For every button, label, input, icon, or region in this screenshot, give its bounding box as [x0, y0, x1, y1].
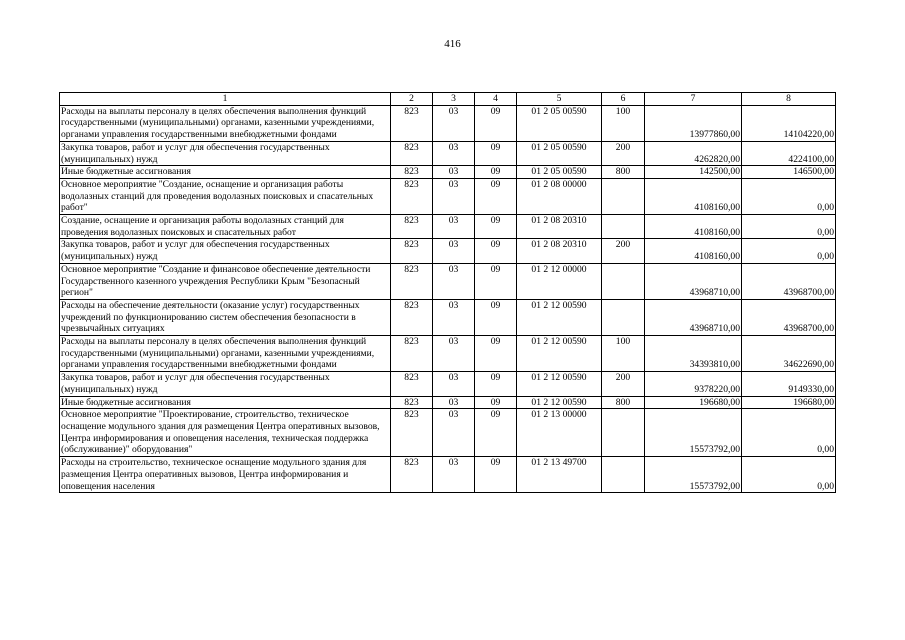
- row-code-subsection: 09: [475, 263, 517, 299]
- page-number: 416: [444, 38, 461, 50]
- row-code-section: 03: [433, 178, 475, 214]
- header-cell-3: 3: [433, 93, 475, 106]
- row-code-expense-type: [602, 409, 645, 457]
- row-code-section: 03: [433, 299, 475, 335]
- row-amount-year1: 142500,00: [645, 166, 742, 179]
- row-amount-year1: 9378220,00: [645, 372, 742, 396]
- table-row: [60, 409, 836, 457]
- row-code-section: 03: [433, 263, 475, 299]
- row-code-section: 03: [433, 141, 475, 165]
- row-code-target: 01 2 12 00000: [517, 263, 602, 299]
- table-row: [60, 141, 836, 165]
- row-name: Закупка товаров, работ и услуг для обеспечения государственных (муниципальных) нужд: [60, 141, 391, 165]
- row-code-admin: 823: [391, 372, 433, 396]
- row-amount-year2: 43968700,00: [742, 263, 836, 299]
- row-code-section: 03: [433, 105, 475, 141]
- row-code-expense-type: 800: [602, 166, 645, 179]
- row-code-section: 03: [433, 336, 475, 372]
- table-row: [60, 396, 836, 409]
- row-code-admin: 823: [391, 457, 433, 493]
- row-code-subsection: 09: [475, 299, 517, 335]
- table-row: [60, 166, 836, 179]
- row-code-section: 03: [433, 166, 475, 179]
- row-code-subsection: 09: [475, 215, 517, 239]
- header-cell-4: 4: [475, 93, 517, 106]
- row-code-expense-type: 200: [602, 239, 645, 263]
- header-cell-6: 6: [602, 93, 645, 106]
- row-code-expense-type: [602, 263, 645, 299]
- row-code-section: 03: [433, 457, 475, 493]
- row-code-section: 03: [433, 409, 475, 457]
- row-code-target: 01 2 12 00590: [517, 336, 602, 372]
- row-name: Закупка товаров, работ и услуг для обеспечения государственных (муниципальных) нужд: [60, 239, 391, 263]
- table-row: [60, 215, 836, 239]
- row-code-admin: 823: [391, 239, 433, 263]
- row-amount-year2: 9149330,00: [742, 372, 836, 396]
- row-code-target: 01 2 08 00000: [517, 178, 602, 214]
- budget-table: [59, 92, 836, 493]
- row-code-subsection: 09: [475, 166, 517, 179]
- row-code-admin: 823: [391, 409, 433, 457]
- row-code-target: 01 2 12 00590: [517, 299, 602, 335]
- row-code-expense-type: [602, 215, 645, 239]
- row-amount-year1: 4108160,00: [645, 239, 742, 263]
- row-amount-year2: 0,00: [742, 178, 836, 214]
- row-amount-year2: 0,00: [742, 409, 836, 457]
- row-code-expense-type: 200: [602, 141, 645, 165]
- row-amount-year1: 43968710,00: [645, 263, 742, 299]
- row-code-subsection: 09: [475, 141, 517, 165]
- row-code-expense-type: [602, 457, 645, 493]
- row-code-section: 03: [433, 372, 475, 396]
- row-code-target: 01 2 12 00590: [517, 372, 602, 396]
- row-name: Создание, оснащение и организация работы водолазных станций для проведения водолазных поисковых и спасательных работ: [60, 215, 391, 239]
- row-code-admin: 823: [391, 299, 433, 335]
- row-name: Расходы на обеспечение деятельности (оказание услуг) государственных учреждений по функционированию систем обеспечения безопасности в чрезвычайных ситуациях: [60, 299, 391, 335]
- row-amount-year1: 43968710,00: [645, 299, 742, 335]
- row-code-subsection: 09: [475, 336, 517, 372]
- row-code-target: 01 2 05 00590: [517, 166, 602, 179]
- row-amount-year2: 0,00: [742, 215, 836, 239]
- header-cell-7: 7: [645, 93, 742, 106]
- row-code-expense-type: 100: [602, 105, 645, 141]
- row-amount-year1: 4108160,00: [645, 178, 742, 214]
- row-code-section: 03: [433, 215, 475, 239]
- row-name: Иные бюджетные ассигнования: [60, 396, 391, 409]
- row-name: Расходы на выплаты персоналу в целях обеспечения выполнения функций государственными (муниципальными) органами, казенными учреждениями, органами управления государственными внебюджетными фондами: [60, 105, 391, 141]
- row-code-subsection: 09: [475, 178, 517, 214]
- header-row: [60, 93, 836, 106]
- row-code-admin: 823: [391, 105, 433, 141]
- row-amount-year2: 0,00: [742, 239, 836, 263]
- row-code-admin: 823: [391, 178, 433, 214]
- row-name: Основное мероприятие "Создание и финансовое обеспечение деятельности Государственного казенного учреждения Республики Крым "Безопасный регион": [60, 263, 391, 299]
- row-amount-year2: 4224100,00: [742, 141, 836, 165]
- row-code-subsection: 09: [475, 396, 517, 409]
- table-row: [60, 263, 836, 299]
- row-code-admin: 823: [391, 215, 433, 239]
- row-code-admin: 823: [391, 141, 433, 165]
- table-row: [60, 457, 836, 493]
- row-code-target: 01 2 05 00590: [517, 141, 602, 165]
- header-cell-2: 2: [391, 93, 433, 106]
- row-code-expense-type: 100: [602, 336, 645, 372]
- row-code-target: 01 2 13 49700: [517, 457, 602, 493]
- row-name: Расходы на строительство, техническое оснащение модульного здания для размещения Центра оперативных вызовов, Центра информирования и оповещения населения: [60, 457, 391, 493]
- row-amount-year1: 34393810,00: [645, 336, 742, 372]
- row-code-section: 03: [433, 239, 475, 263]
- row-name: Иные бюджетные ассигнования: [60, 166, 391, 179]
- row-code-subsection: 09: [475, 409, 517, 457]
- row-code-target: 01 2 08 20310: [517, 239, 602, 263]
- table-row: [60, 239, 836, 263]
- row-code-expense-type: 800: [602, 396, 645, 409]
- row-amount-year1: 4108160,00: [645, 215, 742, 239]
- row-code-admin: 823: [391, 166, 433, 179]
- row-amount-year2: 34622690,00: [742, 336, 836, 372]
- row-amount-year1: 15573792,00: [645, 409, 742, 457]
- table-row: [60, 372, 836, 396]
- row-amount-year1: 15573792,00: [645, 457, 742, 493]
- row-code-subsection: 09: [475, 105, 517, 141]
- row-code-target: 01 2 12 00590: [517, 396, 602, 409]
- header-cell-1: 1: [60, 93, 391, 106]
- row-name: Основное мероприятие "Проектирование, строительство, техническое оснащение модульного здания для размещения Центра оперативных вызовов, Центра информирования и оповещения населения, техническая поддержка (обслуживание)" оборудования": [60, 409, 391, 457]
- row-amount-year2: 43968700,00: [742, 299, 836, 335]
- row-code-subsection: 09: [475, 372, 517, 396]
- row-code-target: 01 2 05 00590: [517, 105, 602, 141]
- row-code-subsection: 09: [475, 239, 517, 263]
- row-amount-year1: 196680,00: [645, 396, 742, 409]
- table-row: [60, 105, 836, 141]
- row-code-expense-type: [602, 299, 645, 335]
- row-name: Расходы на выплаты персоналу в целях обеспечения выполнения функций государственными (муниципальными) органами, казенными учреждениями, органами управления государственными внебюджетными фондами: [60, 336, 391, 372]
- table-row: [60, 336, 836, 372]
- row-code-section: 03: [433, 396, 475, 409]
- row-amount-year1: 13977860,00: [645, 105, 742, 141]
- row-code-admin: 823: [391, 263, 433, 299]
- row-name: Закупка товаров, работ и услуг для обеспечения государственных (муниципальных) нужд: [60, 372, 391, 396]
- table-body: [60, 93, 836, 493]
- row-code-expense-type: [602, 178, 645, 214]
- row-code-subsection: 09: [475, 457, 517, 493]
- row-amount-year2: 0,00: [742, 457, 836, 493]
- row-code-admin: 823: [391, 396, 433, 409]
- row-amount-year2: 146500,00: [742, 166, 836, 179]
- table-row: [60, 178, 836, 214]
- row-amount-year1: 4262820,00: [645, 141, 742, 165]
- header-cell-5: 5: [517, 93, 602, 106]
- table-row: [60, 299, 836, 335]
- row-code-admin: 823: [391, 336, 433, 372]
- header-cell-8: 8: [742, 93, 836, 106]
- row-code-target: 01 2 13 00000: [517, 409, 602, 457]
- row-name: Основное мероприятие "Создание, оснащение и организация работы водолазных станций для проведения водолазных поисковых и спасательных работ": [60, 178, 391, 214]
- row-amount-year2: 14104220,00: [742, 105, 836, 141]
- row-code-target: 01 2 08 20310: [517, 215, 602, 239]
- row-amount-year2: 196680,00: [742, 396, 836, 409]
- row-code-expense-type: 200: [602, 372, 645, 396]
